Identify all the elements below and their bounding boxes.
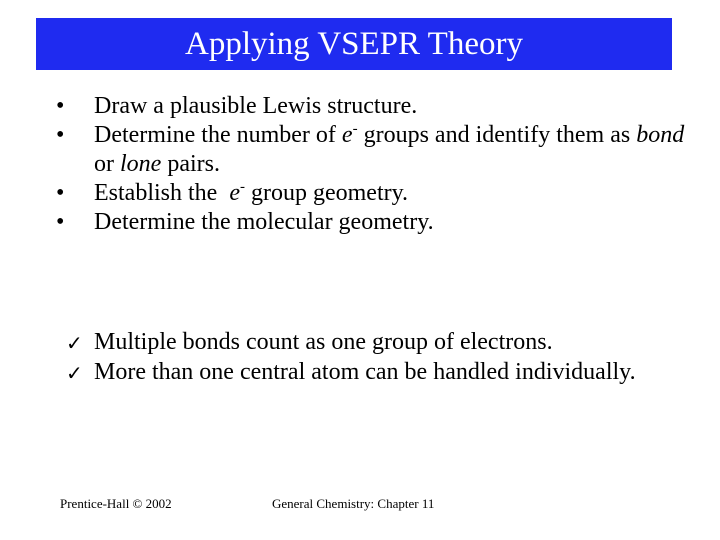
slide-title: Applying VSEPR Theory [185,25,523,62]
bullet-text: Determine the molecular geometry. [94,209,434,235]
bullet-item-3 [56,179,696,208]
footer-copyright: Prentice-Hall © 2002 [60,496,172,511]
check-text: Multiple bonds count as one group of electrons. [94,329,553,355]
bullet-text: Determine the number of e- groups and identify them as bond or lone pairs. [94,121,685,177]
bullet-item-2 [56,121,696,179]
bullet-list [56,92,696,237]
bullet-marker: • [56,209,65,235]
check-item-2 [66,358,706,388]
bullet-item-4 [56,208,696,237]
check-icon: ✓ [66,361,83,385]
footer-chapter: General Chemistry: Chapter 11 [272,496,435,511]
title-bar [36,18,672,70]
check-list [66,328,706,388]
bullet-text: Draw a plausible Lewis structure. [94,93,418,119]
check-item-1 [66,328,706,358]
bullet-marker: • [56,122,65,148]
bullet-text: Establish the e- group geometry. [94,179,409,206]
check-text: More than one central atom can be handled individually. [94,359,636,385]
check-icon: ✓ [66,331,83,355]
bullet-marker: • [56,93,65,119]
bullet-marker: • [56,180,65,206]
bullet-item-1 [56,92,696,121]
